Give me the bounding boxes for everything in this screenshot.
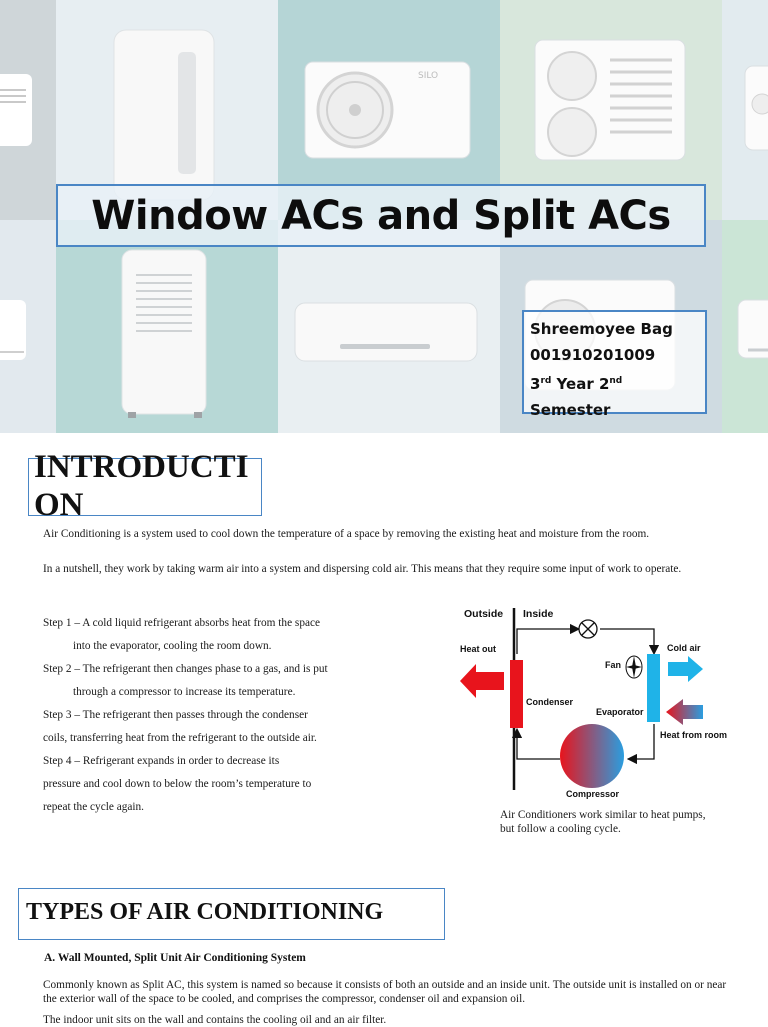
year-semester: 3rd Year 2nd Semester bbox=[530, 375, 623, 419]
cycle-pipe-bottom-left bbox=[517, 733, 560, 759]
step-line: through a compressor to increase its temperature. bbox=[73, 686, 296, 698]
cycle-pipe-top-right bbox=[600, 629, 654, 650]
outdoor-brand-label: SILO bbox=[418, 71, 439, 81]
fan-icon bbox=[626, 656, 642, 678]
evaporator-coil bbox=[647, 654, 660, 722]
heat-out-arrow-icon bbox=[460, 664, 504, 698]
split-ac-subheading: A. Wall Mounted, Split Unit Air Conditioning System bbox=[44, 952, 306, 964]
heat-from-room-label: Heat from room bbox=[660, 730, 728, 740]
fan-label: Fan bbox=[605, 660, 622, 670]
evaporator-label: Evaporator bbox=[596, 707, 644, 717]
compressor-icon bbox=[560, 724, 624, 788]
step-line: pressure and cool down to below the room’s temperature to bbox=[43, 778, 312, 790]
diagram-caption: Air Conditioners work similar to heat pumps, but follow a cooling cycle. bbox=[500, 809, 706, 835]
cycle-pipe-bottom-right bbox=[632, 724, 654, 759]
compressor-label: Compressor bbox=[566, 789, 620, 799]
condenser-label: Condenser bbox=[526, 697, 574, 707]
inside-label: Inside bbox=[523, 608, 554, 620]
split-ac-paragraph-2: The indoor unit sits on the wall and contains the cooling oil and an air filter. bbox=[43, 1014, 387, 1026]
condenser-coil bbox=[510, 660, 523, 728]
types-heading: TYPES OF AIR CONDITIONING bbox=[26, 899, 384, 925]
heat-from-room-arrow-icon bbox=[666, 699, 703, 725]
heat-out-label: Heat out bbox=[460, 644, 496, 654]
cycle-pipe-top-left bbox=[517, 629, 575, 654]
split-ac-paragraph-1: Commonly known as Split AC, this system is named so because it consists of both an outside and an inside unit. The outside unit is installed on or near the exterior wall of the space to be cooled, and comprises the compressor, condenser oil and expansion oil. bbox=[43, 979, 727, 1005]
step-line: Step 4 – Refrigerant expands in order to decrease its bbox=[43, 755, 280, 767]
author-name: Shreemoyee Bag bbox=[530, 320, 673, 338]
step-line: Step 2 – The refrigerant then changes phase to a gas, and is put bbox=[43, 663, 328, 675]
step-line: Step 3 – The refrigerant then passes through the condenser bbox=[43, 709, 308, 721]
introduction-heading: INTRODUCTION bbox=[34, 449, 249, 523]
cooling-cycle-diagram bbox=[455, 600, 745, 805]
intro-paragraph-1: Air Conditioning is a system used to cool down the temperature of a space by removing the existing heat and moisture from the room. bbox=[43, 528, 650, 540]
intro-paragraph-2: In a nutshell, they work by taking warm air into a system and dispersing cold air. This means that they require some input of work to operate. bbox=[43, 563, 682, 575]
cold-air-arrow-icon bbox=[668, 656, 703, 682]
cover-title-box bbox=[56, 184, 706, 247]
cold-air-label: Cold air bbox=[667, 643, 701, 653]
step-line: Step 1 – A cold liquid refrigerant absorbs heat from the space bbox=[43, 617, 321, 629]
step-line: coils, transferring heat from the refrigerant to the outside air. bbox=[43, 732, 317, 744]
step-line: repeat the cycle again. bbox=[43, 801, 144, 813]
cover-title: Window ACs and Split ACs bbox=[91, 192, 671, 239]
roll-number: 001910201009 bbox=[530, 346, 656, 364]
step-line: into the evaporator, cooling the room down. bbox=[73, 640, 272, 652]
outside-label: Outside bbox=[464, 608, 504, 620]
cover-slide bbox=[0, 0, 768, 433]
author-info-box bbox=[522, 310, 707, 419]
